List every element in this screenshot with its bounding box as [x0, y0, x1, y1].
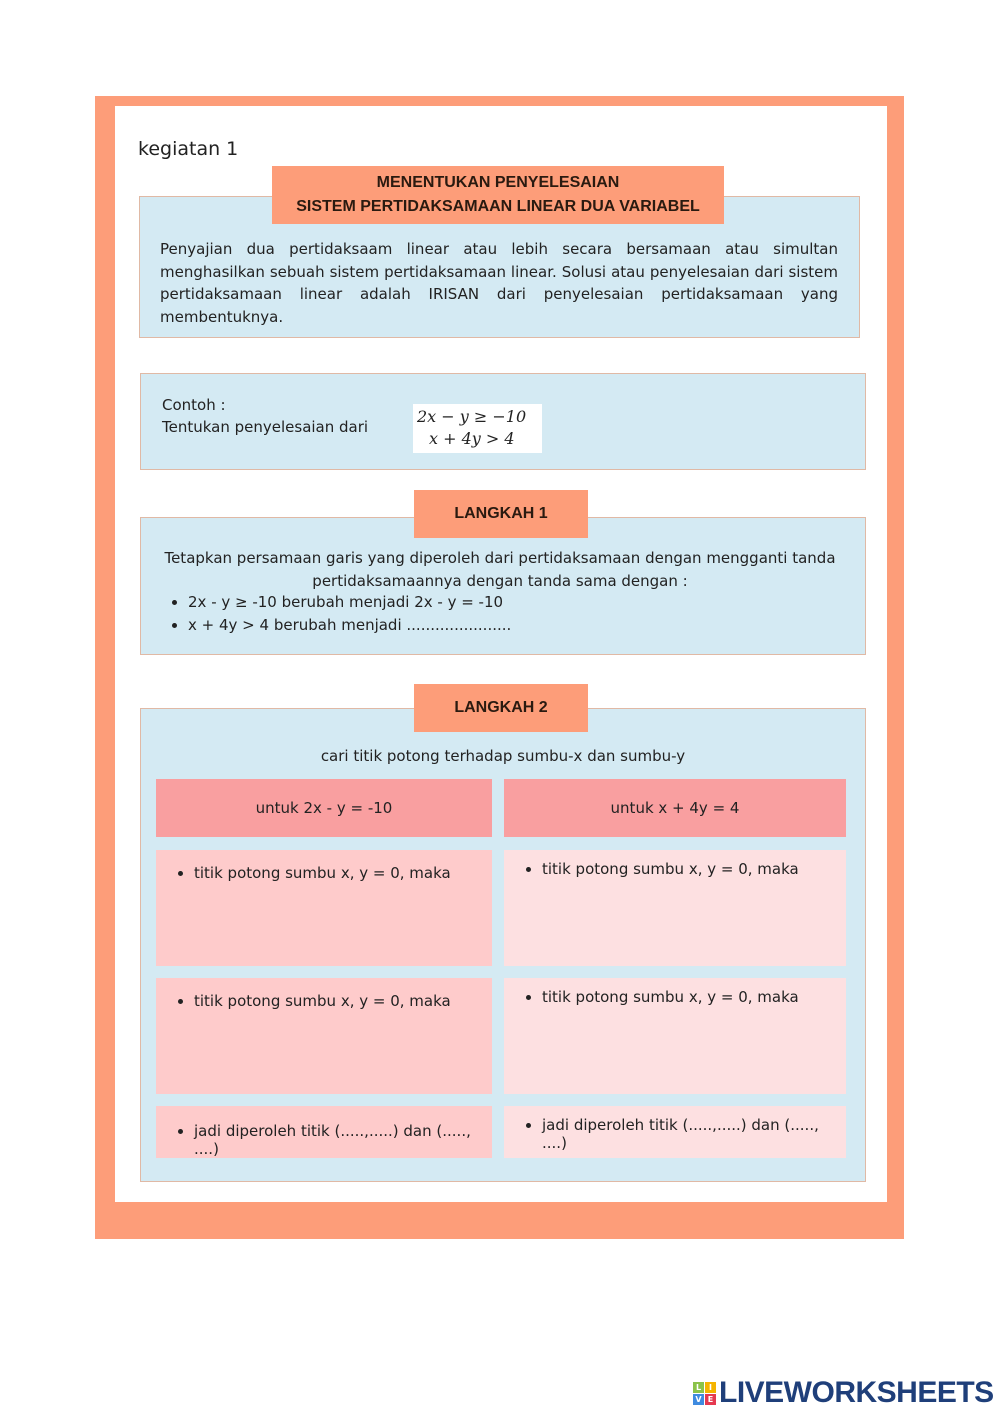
logo-icon [693, 1382, 716, 1405]
answer-cell[interactable] [504, 850, 846, 966]
logo-letter: V [693, 1394, 704, 1405]
cell-text: • titik potong sumbu x, y = 0, maka [194, 864, 492, 882]
step1-title: LANGKAH 1 [414, 490, 588, 538]
step1-instruction: Tetapkan persamaan garis yang diperoleh dari pertidaksamaan dengan mengganti tanda pertidaksamaannya dengan tanda sama dengan : [164, 549, 836, 590]
answer-cell[interactable] [156, 850, 492, 966]
answer-cell[interactable] [156, 978, 492, 1094]
logo-letter: E [705, 1394, 716, 1405]
step1-item[interactable]: • x + 4y > 4 berubah menjadi ...................... [188, 614, 511, 637]
example-prompt: Tentukan penyelesaian dari [162, 418, 369, 436]
cell-text: • titik potong sumbu x, y = 0, maka [542, 988, 846, 1006]
answer-cell[interactable] [504, 1106, 846, 1158]
column-header-right: untuk x + 4y = 4 [504, 779, 846, 837]
intro-text: Penyajian dua pertidaksaam linear atau lebih secara bersamaan atau simultan menghasilkan sebuah sistem pertidaksamaan linear. Solusi atau penyelesaian dari sistem pertidaksamaan linear adalah IRISAN dari penyelesaian pertidaksamaan yang membentuknya. [160, 240, 838, 326]
liveworksheets-logo [693, 1376, 994, 1410]
step1-item: • 2x - y ≥ -10 berubah menjadi 2x - y = -10 [188, 591, 511, 614]
title-line-2: SISTEM PERTIDAKSAMAAN LINEAR DUA VARIABEL [296, 198, 700, 215]
activity-label: kegiatan 1 [138, 138, 239, 160]
cell-text: • jadi diperoleh titik (.....,.....) dan (....., ....) [542, 1116, 846, 1152]
brand-name: LIVEWORKSHEETS [719, 1376, 994, 1409]
answer-cell[interactable] [504, 978, 846, 1094]
inequality-system [413, 404, 542, 453]
inequality-1: 2x − y ≥ −10 [417, 407, 527, 426]
title-banner [272, 166, 724, 224]
logo-letter: I [705, 1382, 716, 1393]
logo-letter: L [693, 1382, 704, 1393]
column-header-left: untuk 2x - y = -10 [156, 779, 492, 837]
title-line-1: MENENTUKAN PENYELESAIAN [376, 174, 620, 191]
cell-text: • titik potong sumbu x, y = 0, maka [194, 992, 492, 1010]
inequality-2: x + 4y > 4 [429, 429, 515, 448]
step1-list [170, 591, 511, 636]
cell-text: • titik potong sumbu x, y = 0, maka [542, 860, 846, 878]
example-label: Contoh : [162, 396, 226, 414]
step2-instruction: cari titik potong terhadap sumbu-x dan sumbu-y [320, 747, 686, 765]
answer-cell[interactable] [156, 1106, 492, 1158]
step2-title: LANGKAH 2 [414, 684, 588, 732]
cell-text: • jadi diperoleh titik (.....,.....) dan (....., ....) [194, 1122, 492, 1158]
